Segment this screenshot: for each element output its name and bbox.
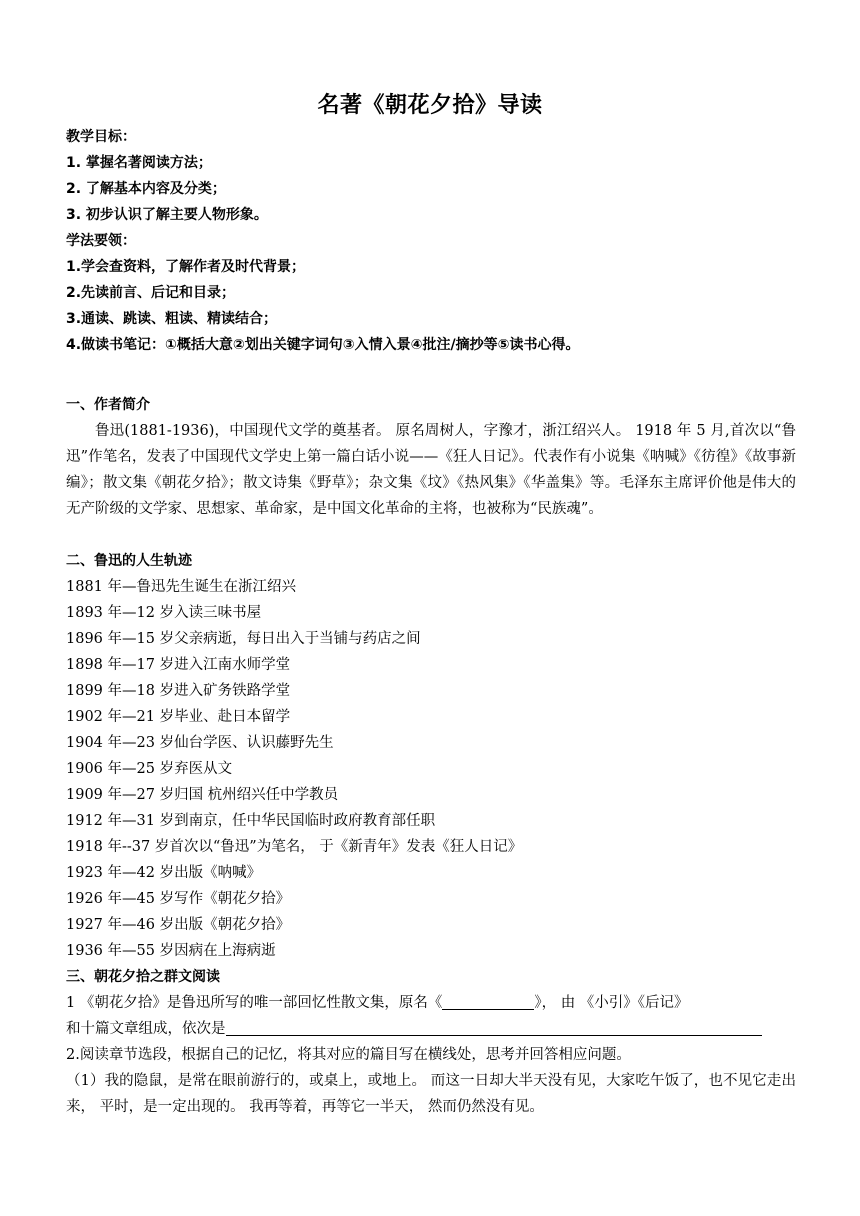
objectives-section — [66, 124, 796, 228]
method-item: 4.做读书笔记：①概括大意②划出关键字词句③入情入景④批注/摘抄等⑤读书心得。 — [66, 337, 580, 353]
timeline-item: 1926 年—45 岁写作《朝花夕拾》 — [66, 891, 291, 907]
timeline-item: 1936 年—55 岁因病在上海病逝 — [66, 943, 276, 959]
timeline-item: 1906 年—25 岁弃医从文 — [66, 761, 233, 777]
timeline-section — [66, 548, 796, 964]
timeline-item: 1902 年—21 岁毕业、赴日本留学 — [66, 709, 291, 725]
timeline-item: 1893 年—12 岁入读三味书屋 — [66, 605, 262, 621]
method-item: 3.通读、跳读、粗读、精读结合； — [66, 311, 278, 327]
question-1-line-1 — [66, 990, 796, 1016]
objective-item: 3. 初步认识了解主要人物形象。 — [66, 207, 268, 223]
timeline-item: 1909 年—27 岁归国 杭州绍兴任中学教员 — [66, 787, 339, 803]
reading-section — [66, 964, 796, 1120]
question-1-text-2: 》， 由 《小引》《后记》 — [534, 995, 689, 1011]
timeline-item: 1899 年—18 岁进入矿务铁路学堂 — [66, 683, 291, 699]
timeline-item: 1923 年—42 岁出版《呐喊》 — [66, 865, 262, 881]
question-1-text: 1 《朝花夕拾》是鲁迅所写的唯一部回忆性散文集，原名《 — [66, 995, 443, 1011]
objectives-heading: 教学目标： — [66, 129, 136, 145]
objective-item: 2. 了解基本内容及分类； — [66, 181, 226, 197]
timeline-item: 1927 年—46 岁出版《朝花夕拾》 — [66, 917, 291, 933]
author-section — [66, 392, 796, 522]
timeline-item: 1881 年—鲁迅先生诞生在浙江绍兴 — [66, 579, 297, 595]
timeline-heading: 二、鲁迅的人生轨迹 — [66, 553, 192, 569]
objective-item: 1. 掌握名著阅读方法； — [66, 155, 212, 171]
methods-section — [66, 228, 796, 358]
method-item: 1.学会查资料，了解作者及时代背景； — [66, 259, 306, 275]
question-1-line-2 — [66, 1016, 796, 1042]
timeline-item: 1918 年--37 岁首次以“鲁迅”为笔名， 于《新青年》发表《狂人日记》 — [66, 839, 523, 855]
timeline-item: 1904 年—23 岁仙台学医、认识藤野先生 — [66, 735, 334, 751]
author-paragraph: 鲁迅(1881-1936)，中国现代文学的奠基者。 原名周树人，字豫才，浙江绍兴人。 1918 年 5 月,首次以“鲁迅”作笔名，发表了中国现代文学史上第一篇白话小说——《狂人日记》。代表作有小说集《呐喊》《彷徨》《故事新编》；散文集《朝花夕拾》；散文诗集《野草》；杂文集《坟》《热风集》《华盖集》等。毛泽东主席评价他是伟大的无产阶级的文学家、思想家、革命家，是中国文化革命的主将，也被称为“民族魂”。 — [66, 423, 796, 517]
reading-heading: 三、朝花夕拾之群文阅读 — [66, 969, 220, 985]
excerpt-1: （1）我的隐鼠，是常在眼前游行的，或桌上，或地上。 而这一日却大半天没有见，大家吃午饭了，也不见它走出来， 平时，是一定出现的。 我再等着，再等它一半天， 然而仍然没有见。 — [66, 1073, 796, 1115]
page-title: 名著《朝花夕拾》导读 — [317, 93, 543, 118]
methods-heading: 学法要领： — [66, 233, 136, 249]
question-2: 2.阅读章节选段，根据自己的记忆，将其对应的篇目写在横线处，思考并回答相应问题。 — [66, 1047, 631, 1063]
original-title-blank[interactable] — [442, 991, 534, 1010]
chapters-blank[interactable] — [226, 1017, 762, 1036]
timeline-item: 1896 年—15 岁父亲病逝，每日出入于当铺与药店之间 — [66, 631, 421, 647]
question-1-text-3: 和十篇文章组成，依次是 — [66, 1021, 226, 1037]
method-item: 2.先读前言、后记和目录； — [66, 285, 236, 301]
timeline-item: 1898 年—17 岁进入江南水师学堂 — [66, 657, 291, 673]
author-heading: 一、作者简介 — [66, 397, 150, 413]
timeline-item: 1912 年—31 岁到南京，任中华民国临时政府教育部任职 — [66, 813, 436, 829]
